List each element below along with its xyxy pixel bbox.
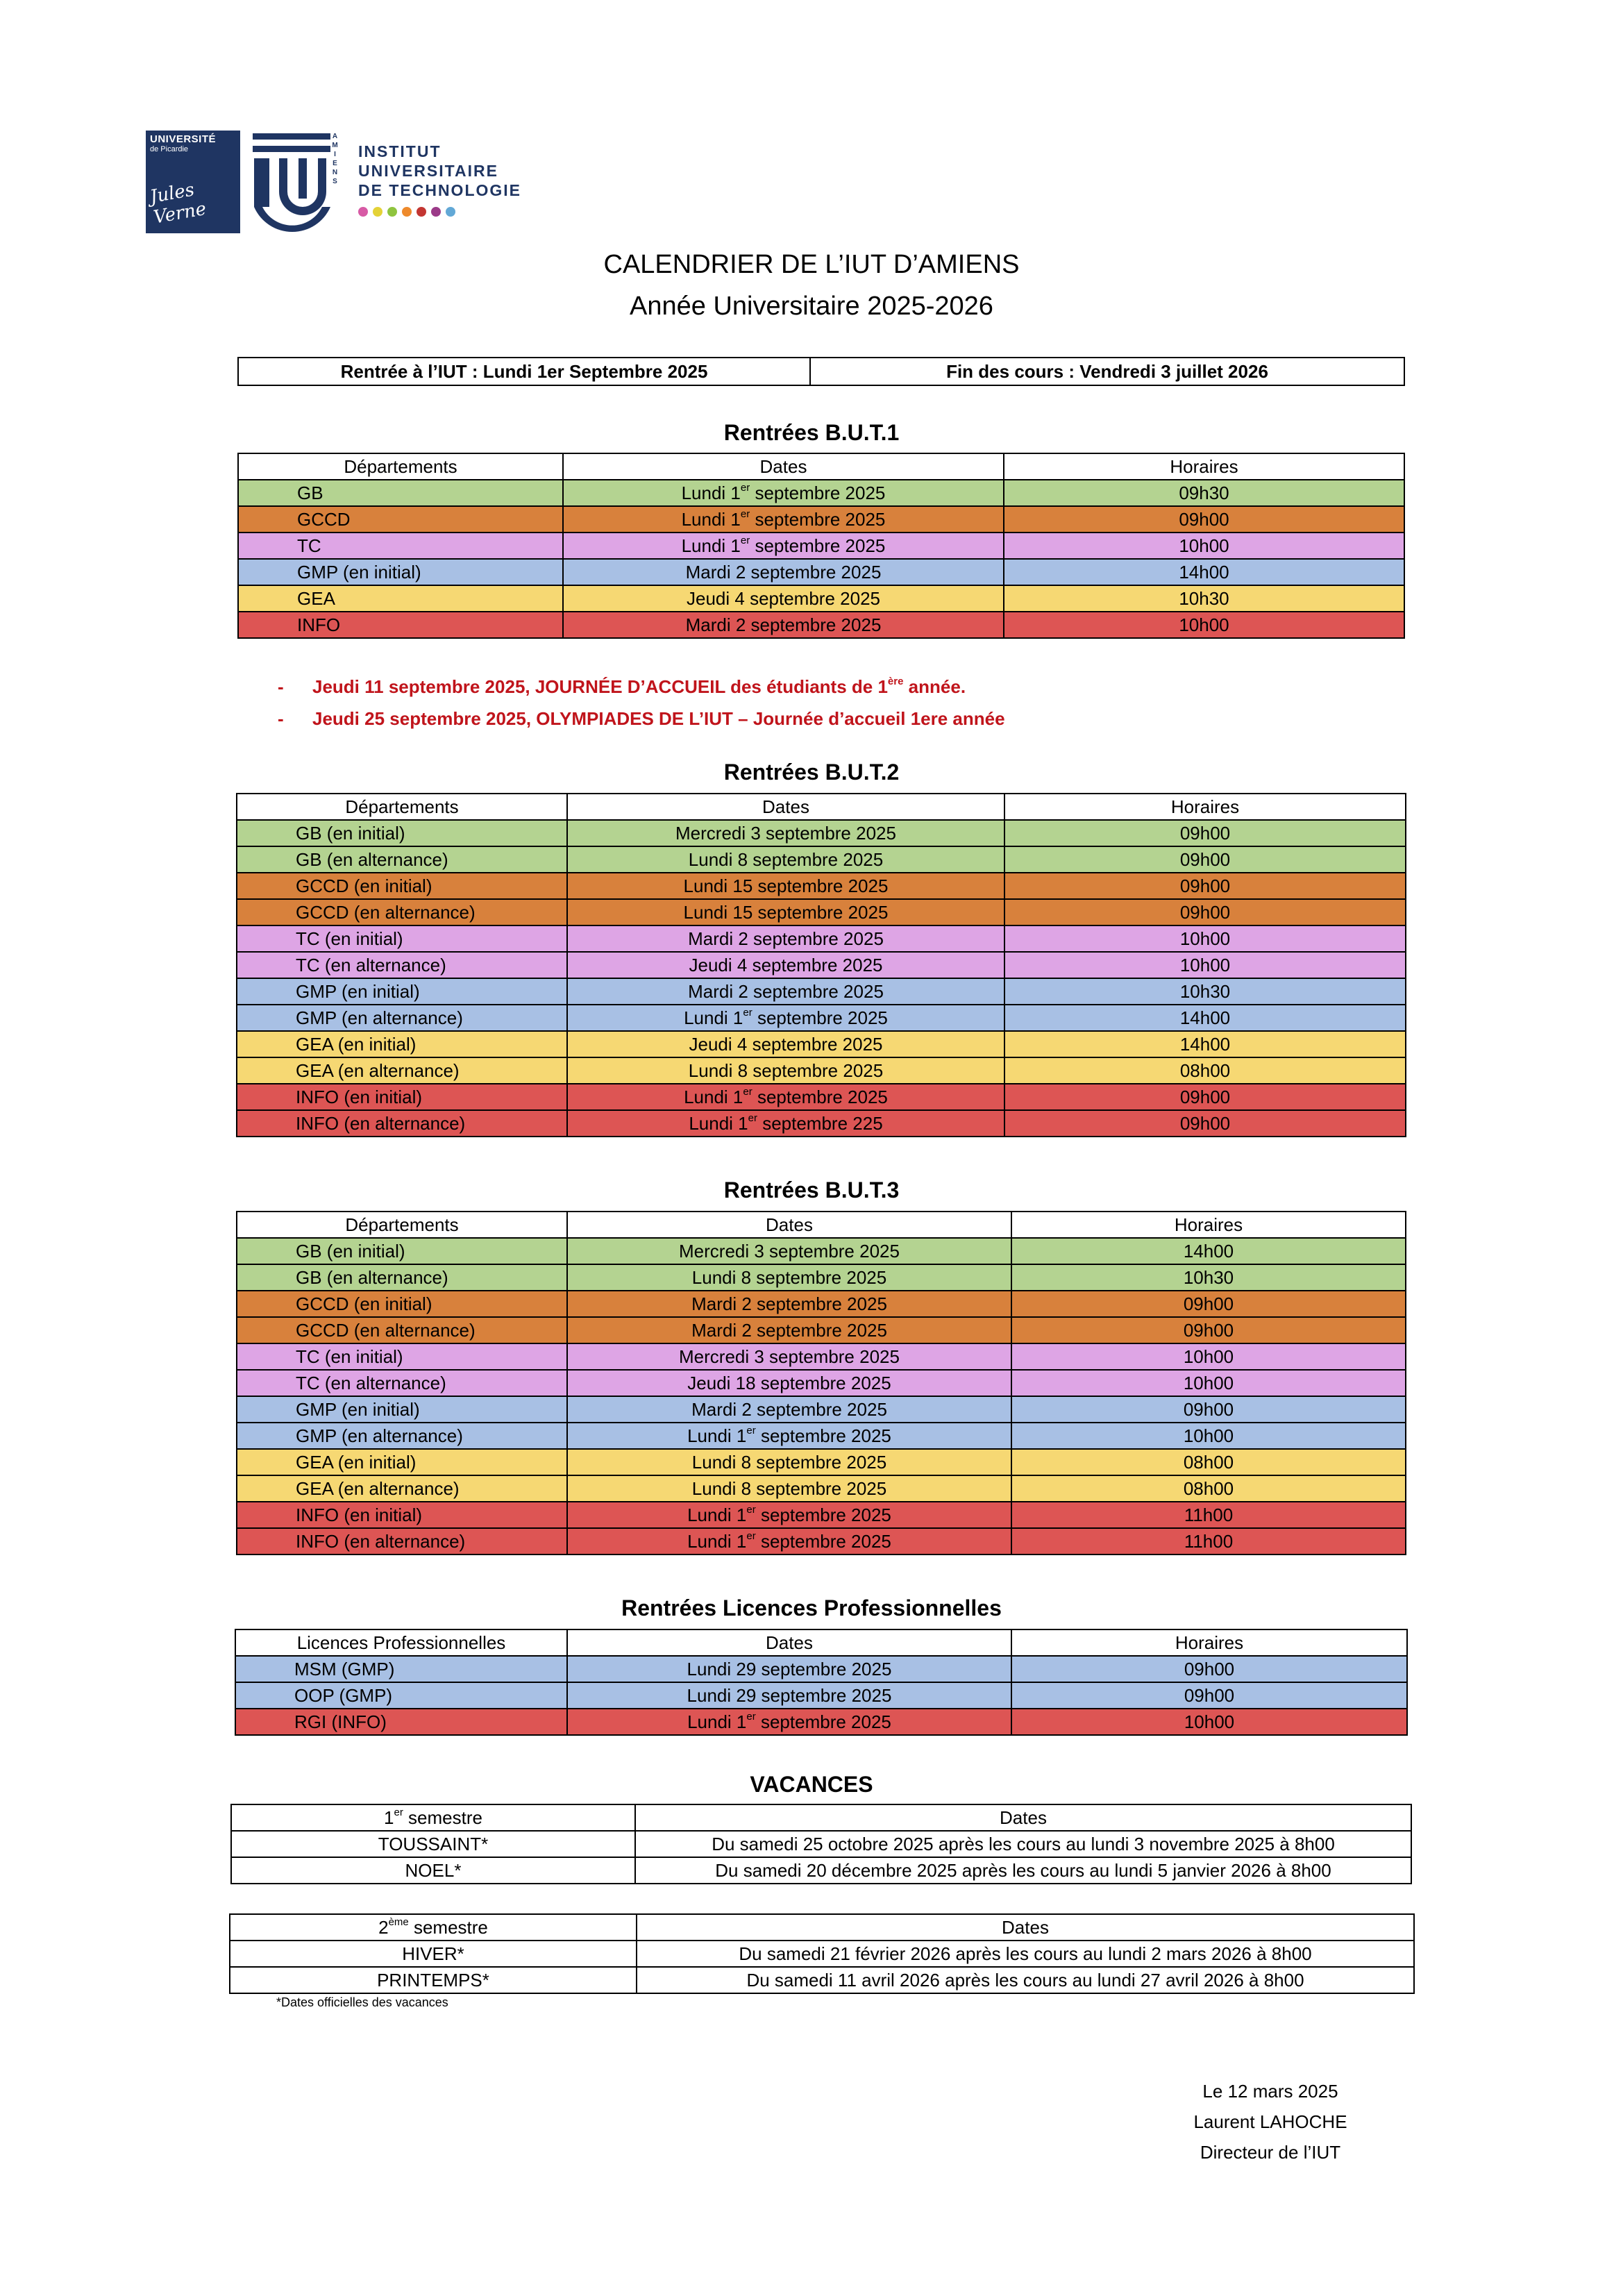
but3-table [236,1211,1406,1555]
iut-logo-mark [251,131,340,233]
table-row [238,559,1404,585]
time-cell: 10h00 [1011,1370,1406,1396]
table-row [237,952,1406,978]
department-cell: INFO (en alternance) [237,1110,567,1137]
column-header: Licences Professionnelles [235,1629,567,1656]
note-text: année. [903,676,966,697]
date-text: Lundi 1 [681,535,741,556]
column-header: Horaires [1004,453,1404,480]
table-row [237,1005,1406,1031]
table-row [237,1396,1406,1423]
date-cell [567,925,1004,952]
date-cell [567,1656,1011,1682]
date-text: Jeudi 4 septembre 2025 [687,588,880,609]
time-cell: 09h00 [1011,1317,1406,1343]
date-ordinal: er [746,1504,756,1516]
date-text: Mardi 2 septembre 2025 [685,562,882,583]
date-ordinal: er [746,1530,756,1543]
table-row [238,506,1404,533]
date-cell [563,533,1004,559]
table-row [235,1682,1407,1709]
date-ordinal: er [740,482,750,494]
department-cell: TC (en alternance) [237,952,567,978]
date-text: Mardi 2 septembre 2025 [691,1293,887,1314]
department-cell: GCCD (en initial) [237,1291,567,1317]
department-cell: TC (en initial) [237,925,567,952]
date-text: Mardi 2 septembre 2025 [685,614,882,635]
date-text: Lundi 8 septembre 2025 [691,1478,887,1499]
date-cell [567,978,1004,1005]
department-cell: GCCD [238,506,563,533]
time-cell: 14h00 [1011,1238,1406,1264]
semestre2-header [230,1914,637,1941]
but2-title: Rentrées B.U.T.2 [723,760,900,785]
time-cell: 10h30 [1004,585,1404,612]
note-line [278,703,1005,735]
amiens-vertical-text [330,132,340,186]
logo-color-dots [358,207,455,217]
time-cell: 10h00 [1004,533,1404,559]
date-text: Lundi 1 [689,1113,748,1134]
department-cell: GMP (en initial) [237,1396,567,1423]
department-cell: GEA (en alternance) [237,1475,567,1502]
date-cell [567,1057,1004,1084]
but2-table [236,793,1406,1137]
semestre2-header-sup: ème [388,1916,409,1929]
vacation-name: PRINTEMPS* [230,1967,637,1993]
department-cell: GB (en initial) [237,820,567,846]
page-title: CALENDRIER DE L’IUT D’AMIENS [603,250,1020,279]
date-cell [567,1423,1011,1449]
universite-picardie-logo [146,131,240,233]
table-row [237,873,1406,899]
date-text: Mercredi 3 septembre 2025 [679,1346,900,1367]
licences-table [235,1629,1408,1736]
table-row [237,1110,1406,1137]
date-ordinal: er [740,508,750,521]
date-text: Lundi 1 [684,1007,743,1028]
table-row [237,1528,1406,1555]
date-cell [567,1291,1011,1317]
vacation-row [230,1967,1414,1993]
time-cell: 09h00 [1011,1291,1406,1317]
department-cell: GEA (en initial) [237,1031,567,1057]
department-cell: GCCD (en initial) [237,873,567,899]
date-ordinal: er [743,1086,752,1098]
column-header: Départements [238,453,563,480]
date-text: Lundi 1 [687,1531,747,1552]
column-header: Dates [563,453,1004,480]
time-cell: 10h00 [1004,612,1404,638]
department-cell: GCCD (en alternance) [237,1317,567,1343]
logo-dot [417,207,426,217]
department-cell: INFO [238,612,563,638]
table-row [238,533,1404,559]
table-row [237,1317,1406,1343]
time-cell: 14h00 [1004,1005,1406,1031]
department-cell: GMP (en initial) [237,978,567,1005]
date-cell [567,820,1004,846]
time-cell: 09h00 [1011,1656,1407,1682]
page-subtitle: Année Universitaire 2025-2026 [630,292,993,321]
column-header: Dates [567,794,1004,820]
date-cell [567,1396,1011,1423]
date-text: Lundi 8 septembre 2025 [691,1267,887,1288]
date-cell [567,952,1004,978]
date-text: Lundi 29 septembre 2025 [687,1659,892,1679]
table-row [237,1031,1406,1057]
but1-table [237,453,1405,639]
time-cell: 10h00 [1004,952,1406,978]
table-row [237,846,1406,873]
date-text: septembre 2025 [755,1425,891,1446]
date-cell [567,1110,1004,1137]
time-cell: 10h00 [1011,1709,1407,1735]
date-cell [567,1682,1011,1709]
column-header: Départements [237,794,567,820]
time-cell: 08h00 [1011,1449,1406,1475]
semestre2-header-pre: 2 [378,1917,389,1938]
department-cell: GCCD (en alternance) [237,899,567,925]
vacation-dates: Du samedi 11 avril 2026 après les cours au lundi 27 avril 2026 à 8h00 [637,1967,1414,1993]
table-row [237,1449,1406,1475]
semestre2-dates-header: Dates [637,1914,1414,1941]
signature-name: Laurent LAHOCHE [1193,2111,1347,2132]
note-ordinal: ère [887,676,904,688]
department-cell: GB (en alternance) [237,1264,567,1291]
table-row [235,1656,1407,1682]
column-header: Dates [567,1212,1011,1238]
logo-university-line1: UNIVERSITÉ [150,133,217,145]
semestre2-table [229,1913,1415,1994]
vacances-title: VACANCES [750,1772,873,1797]
date-cell [567,1343,1011,1370]
licences-title: Rentrées Licences Professionnelles [621,1595,1002,1620]
date-ordinal: er [740,535,750,547]
table-header-row [237,794,1406,820]
time-cell: 09h00 [1004,846,1406,873]
time-cell: 09h30 [1004,480,1404,506]
semestre1-dates-header: Dates [635,1804,1411,1831]
date-text: Lundi 8 septembre 2025 [688,849,884,870]
time-cell: 08h00 [1004,1057,1406,1084]
date-ordinal: er [748,1112,757,1125]
date-text: Jeudi 18 septembre 2025 [687,1373,891,1393]
date-text: septembre 2025 [752,1087,888,1107]
time-cell: 10h00 [1011,1343,1406,1370]
table-row [238,585,1404,612]
time-cell: 14h00 [1004,559,1404,585]
signature-date: Le 12 mars 2025 [1202,2081,1338,2102]
date-ordinal: er [743,1007,752,1019]
vacation-name: HIVER* [230,1941,637,1967]
semestre1-header-sup: er [394,1807,403,1819]
table-row [237,1475,1406,1502]
logo-dot [431,207,441,217]
logo-university-line2: de Picardie [150,145,189,153]
table-row [238,480,1404,506]
signature-block [1180,2076,1361,2168]
but3-title: Rentrées B.U.T.3 [723,1178,900,1203]
logo-dot [373,207,382,217]
signature-role: Directeur de l’IUT [1200,2142,1341,2163]
semestre1-table [230,1804,1412,1884]
table-row [237,1084,1406,1110]
vacation-name: TOUSSAINT* [231,1831,635,1857]
date-text: Lundi 1 [687,1711,747,1732]
date-cell [567,1317,1011,1343]
logo-dot [387,207,397,217]
time-cell: 10h00 [1011,1423,1406,1449]
but1-title: Rentrées B.U.T.1 [723,420,900,445]
date-text: septembre 2025 [755,1505,891,1525]
date-text: Lundi 1 [687,1425,747,1446]
date-text: Jeudi 4 septembre 2025 [689,955,883,975]
amiens-vertical-label: AMIENS [332,133,339,185]
vacation-name: NOEL* [231,1857,635,1884]
time-cell: 10h30 [1004,978,1406,1005]
date-cell [567,846,1004,873]
column-header: Horaires [1004,794,1406,820]
vacances-footnote: *Dates officielles des vacances [276,1995,448,2009]
column-header: Dates [567,1629,1011,1656]
logo-dot [358,207,368,217]
date-text: Lundi 1 [684,1087,743,1107]
date-cell [567,1238,1011,1264]
table-row [237,978,1406,1005]
table-header-row [238,453,1404,480]
time-cell: 09h00 [1004,873,1406,899]
department-cell: TC [238,533,563,559]
time-cell: 11h00 [1011,1502,1406,1528]
date-text: Jeudi 4 septembre 2025 [689,1034,883,1055]
department-cell: INFO (en initial) [237,1084,567,1110]
department-cell: GMP (en alternance) [237,1005,567,1031]
table-row [237,899,1406,925]
department-cell: TC (en initial) [237,1343,567,1370]
table-row [237,925,1406,952]
date-cell [567,1449,1011,1475]
semestre1-header-pre: 1 [384,1807,394,1828]
date-text: Mardi 2 septembre 2025 [691,1320,887,1341]
date-cell [567,1709,1011,1735]
table-row [235,1709,1407,1735]
date-text: septembre 2025 [755,1531,891,1552]
vacation-row [230,1941,1414,1967]
semestre2-header-post: semestre [408,1917,488,1938]
date-cell [567,899,1004,925]
date-cell [563,559,1004,585]
date-text: Lundi 8 septembre 2025 [688,1060,884,1081]
date-cell [567,1264,1011,1291]
time-cell: 11h00 [1011,1528,1406,1555]
vacation-dates: Du samedi 25 octobre 2025 après les cours au lundi 3 novembre 2025 à 8h00 [635,1831,1411,1857]
note-dash: - [278,708,284,729]
table-header-row [235,1629,1407,1656]
table-row [238,612,1404,638]
time-cell: 09h00 [1004,899,1406,925]
column-header: Départements [237,1212,567,1238]
date-text: septembre 2025 [752,1007,888,1028]
date-cell [567,1370,1011,1396]
date-cell [567,1528,1011,1555]
logo-dot [446,207,455,217]
date-cell [567,1502,1011,1528]
date-text: Lundi 1 [681,483,741,503]
table-row [237,820,1406,846]
logo-signature: Jules Verne [148,179,208,228]
date-cell [567,1084,1004,1110]
table-row [237,1423,1406,1449]
department-cell: GEA (en initial) [237,1449,567,1475]
logo-dot [402,207,412,217]
table-row [237,1238,1406,1264]
vacation-dates: Du samedi 20 décembre 2025 après les cours au lundi 5 janvier 2026 à 8h00 [635,1857,1411,1884]
date-ordinal: er [746,1425,756,1437]
table-row [237,1502,1406,1528]
department-cell: TC (en alternance) [237,1370,567,1396]
iut-text-line: DE TECHNOLOGIE [358,181,522,199]
vacation-row [231,1831,1411,1857]
time-cell: 09h00 [1011,1396,1406,1423]
date-text: Lundi 15 septembre 2025 [683,902,889,923]
department-cell: GEA (en alternance) [237,1057,567,1084]
date-cell [563,480,1004,506]
note-text: Jeudi 11 septembre 2025, JOURNÉE D’ACCUEIL des étudiants de 1 [312,676,888,697]
iut-text-line: INSTITUT [358,142,442,160]
department-cell: GB (en alternance) [237,846,567,873]
date-cell [563,612,1004,638]
iut-logo-text [358,142,521,200]
note-text: Jeudi 25 septembre 2025, OLYMPIADES DE L’IUT – Journée d’accueil 1ere année [312,708,1005,729]
date-text: Mercredi 3 septembre 2025 [675,823,896,844]
table-header-row [237,1212,1406,1238]
date-text: Lundi 1 [687,1505,747,1525]
department-cell: GMP (en alternance) [237,1423,567,1449]
time-cell: 14h00 [1004,1031,1406,1057]
time-cell: 09h00 [1004,820,1406,846]
department-cell: MSM (GMP) [235,1656,567,1682]
date-text: Lundi 29 septembre 2025 [687,1685,892,1706]
date-text: septembre 2025 [750,509,886,530]
table-row [237,1370,1406,1396]
department-cell: INFO (en initial) [237,1502,567,1528]
department-cell: RGI (INFO) [235,1709,567,1735]
semestre1-header-post: semestre [403,1807,482,1828]
date-text: septembre 225 [757,1113,883,1134]
academic-year-banner [237,357,1405,386]
table-row [237,1343,1406,1370]
rentree-date: Rentrée à l’IUT : Lundi 1er Septembre 2025 [238,358,810,385]
vacation-dates: Du samedi 21 février 2026 après les cours au lundi 2 mars 2026 à 8h00 [637,1941,1414,1967]
date-cell [567,1475,1011,1502]
note-dash: - [278,676,284,697]
column-header: Horaires [1011,1629,1407,1656]
date-text: Mardi 2 septembre 2025 [688,981,884,1002]
time-cell: 09h00 [1004,1110,1406,1137]
date-text: Mardi 2 septembre 2025 [691,1399,887,1420]
time-cell: 09h00 [1011,1682,1407,1709]
date-text: septembre 2025 [750,535,886,556]
date-cell [563,585,1004,612]
vacation-row [231,1857,1411,1884]
column-header: Horaires [1011,1212,1406,1238]
department-cell: GEA [238,585,563,612]
department-cell: OOP (GMP) [235,1682,567,1709]
note-line [278,671,1005,703]
iut-text-line: UNIVERSITAIRE [358,162,498,180]
fin-des-cours-date: Fin des cours : Vendredi 3 juillet 2026 [810,358,1404,385]
time-cell: 10h00 [1004,925,1406,952]
time-cell: 10h30 [1011,1264,1406,1291]
department-cell: GB [238,480,563,506]
date-cell [567,873,1004,899]
date-text: septembre 2025 [755,1711,891,1732]
time-cell: 09h00 [1004,1084,1406,1110]
time-cell: 08h00 [1011,1475,1406,1502]
date-cell [567,1031,1004,1057]
semestre1-header [231,1804,635,1831]
time-cell: 09h00 [1004,506,1404,533]
date-cell [567,1005,1004,1031]
table-row [237,1291,1406,1317]
date-ordinal: er [746,1711,756,1723]
date-text: Lundi 1 [681,509,741,530]
date-text: Mardi 2 septembre 2025 [688,928,884,949]
department-cell: GB (en initial) [237,1238,567,1264]
department-cell: INFO (en alternance) [237,1528,567,1555]
table-row [237,1264,1406,1291]
date-text: Mercredi 3 septembre 2025 [679,1241,900,1262]
accueil-notes [278,671,1005,735]
date-text: Lundi 15 septembre 2025 [683,875,889,896]
date-text: Lundi 8 septembre 2025 [691,1452,887,1473]
department-cell: GMP (en initial) [238,559,563,585]
date-cell [563,506,1004,533]
date-text: septembre 2025 [750,483,886,503]
table-row [237,1057,1406,1084]
